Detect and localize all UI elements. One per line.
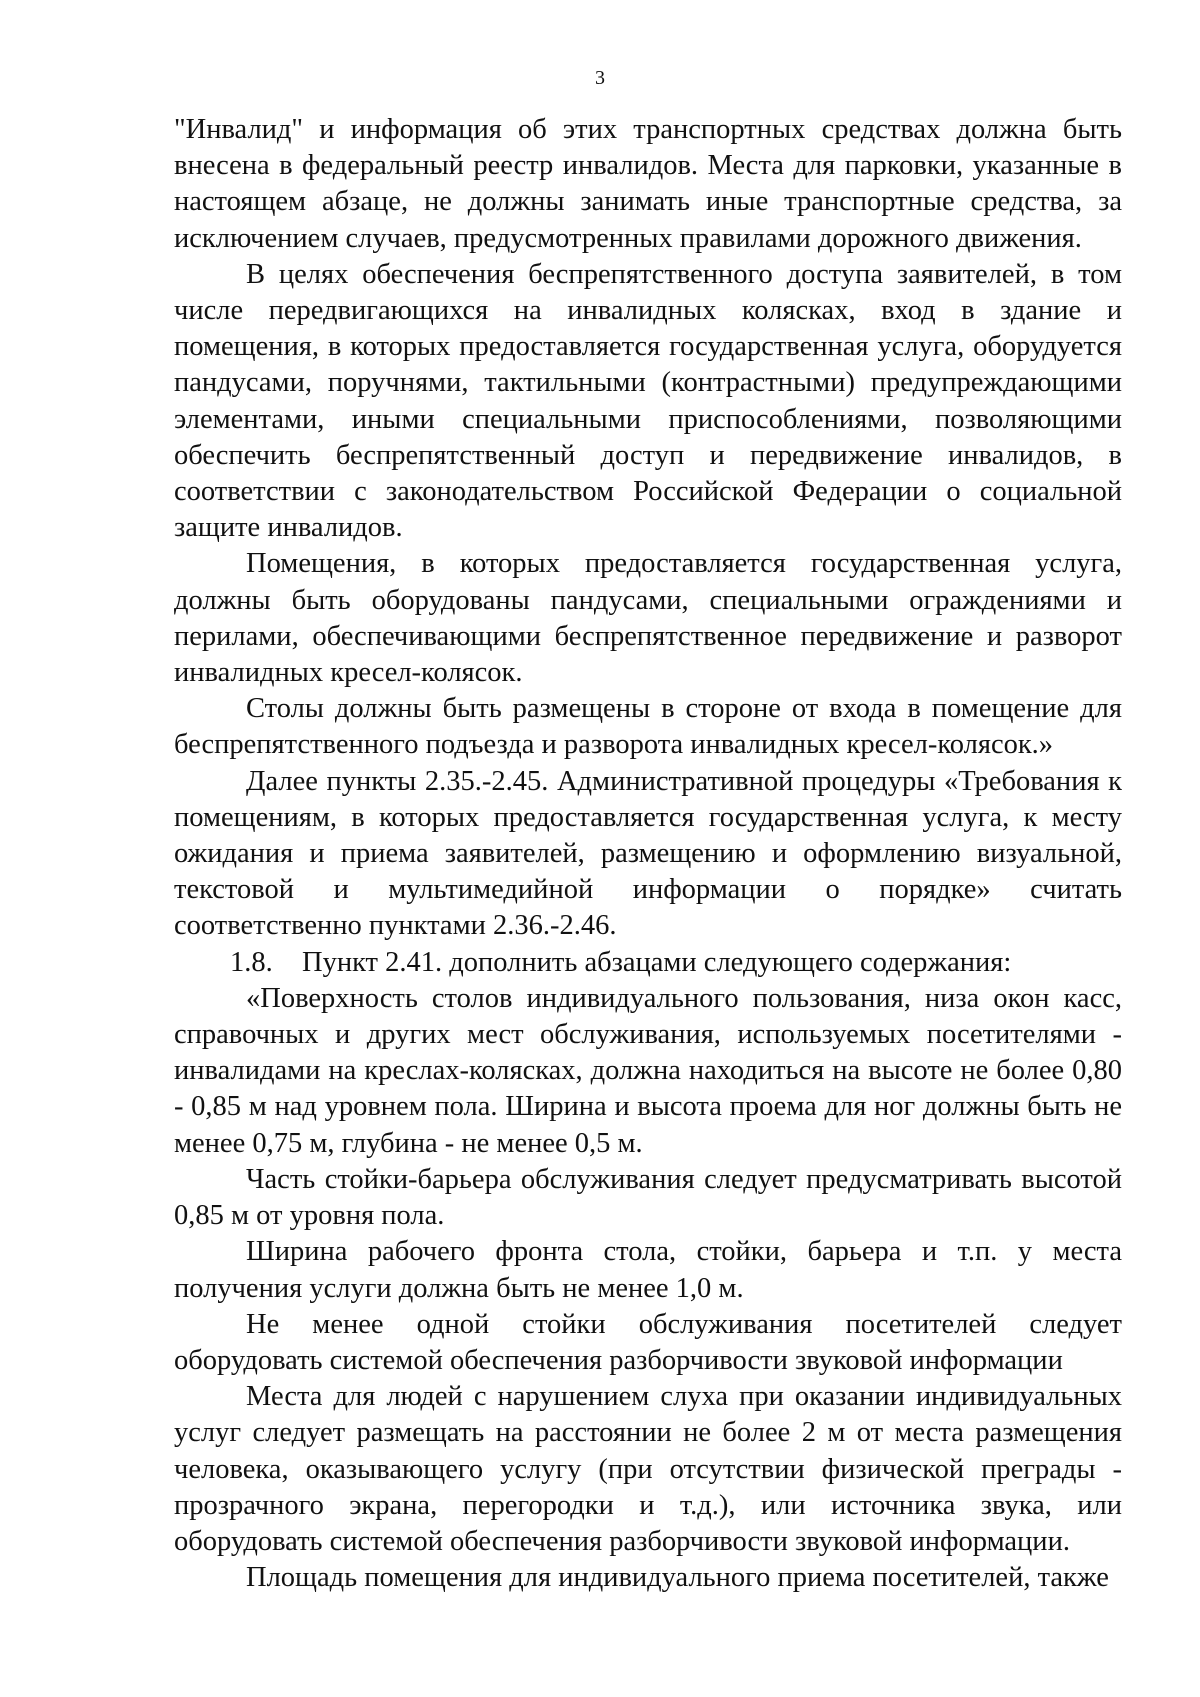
paragraph-tables-placement: Столы должны быть размещены в стороне от входа в помещение для беспрепятственного подъезда и разворота инвалидных кресел-колясок.»: [174, 693, 1122, 761]
paragraph-working-front-width: Ширина рабочего фронта стола, стойки, барьера и т.п. у места получения услуги должна быть не менее 1,0 м.: [174, 1236, 1122, 1304]
paragraph-accessibility-entrance: В целях обеспечения беспрепятственного доступа заявителей, в том числе передвигающихся на инвалидных колясках, вход в здание и помещения, в которых предоставляется государственная услуга, оборудуется пандусами, поручнями, тактильными (контрастными) предупреждающими элементами, иными специальными приспособлениями, позволяющими обеспечить беспрепятственный доступ и передвижение инвалидов, в соответствии с законодательством Российской Федерации о социальной защите инвалидов.: [174, 258, 1122, 544]
paragraph-room-area: Площадь помещения для индивидуального приема посетителей, также: [246, 1562, 1109, 1594]
paragraph-premises-ramps: Помещения, в которых предоставляется государственная услуга, должны быть оборудованы пандусами, специальными ограждениями и перилами, обеспечивающими беспрепятственное передвижение и разворот инвалидных кресел-колясок.: [174, 548, 1122, 689]
paragraph-parking-continuation: "Инвалид" и информация об этих транспортных средствах должна быть внесена в федеральный реестр инвалидов. Места для парковки, указанные в настоящем абзаце, не должны занимать иные транспортные средства, за исключением случаев, предусмотренных правилами дорожного движения.: [174, 114, 1122, 254]
list-item-number: 1.8.: [230, 946, 273, 978]
paragraph-table-surface-height: «Поверхность столов индивидуального пользования, низа окон касс, справочных и других мест обслуживания, используемых посетителями - инвалидами на креслах-колясках, должна находиться на высоте не более 0,80 - 0,85 м над уровнем пола. Ширина и высота проема для ног должны быть не менее 0,75 м, глубина - не менее 0,5 м.: [174, 982, 1122, 1159]
paragraph-hearing-impaired: Места для людей с нарушением слуха при оказании индивидуальных услуг следует размещать на расстоянии не более 2 м от места размещения человека, оказывающего услугу (при отсутствии физической преграды - прозрачного экрана, перегородки и т.д.), или источника звука, или оборудовать системой обеспечения разборчивости звуковой информации.: [174, 1381, 1122, 1557]
paragraph-renumbering: Далее пункты 2.35.-2.45. Административной процедуры «Требования к помещениям, в которых предоставляется государственная услуга, к месту ожидания и приема заявителей, размещению и оформлению визуальной, текстовой и мультимедийной информации о порядке» считать соответственно пунктами 2.36.-2.46.: [174, 765, 1122, 942]
list-item-1-8: [174, 945, 1122, 981]
paragraph-sound-system: Не менее одной стойки обслуживания посетителей следует оборудовать системой обеспечения разборчивости звуковой информации: [174, 1308, 1122, 1376]
paragraph-barrier-counter: Часть стойки-барьера обслуживания следует предусматривать высотой 0,85 м от уровня пола.: [174, 1163, 1122, 1232]
page-number: 3: [595, 67, 605, 89]
list-item-text: Пункт 2.41. дополнить абзацами следующего содержания:: [302, 946, 1012, 978]
document-body: [174, 112, 1122, 1596]
